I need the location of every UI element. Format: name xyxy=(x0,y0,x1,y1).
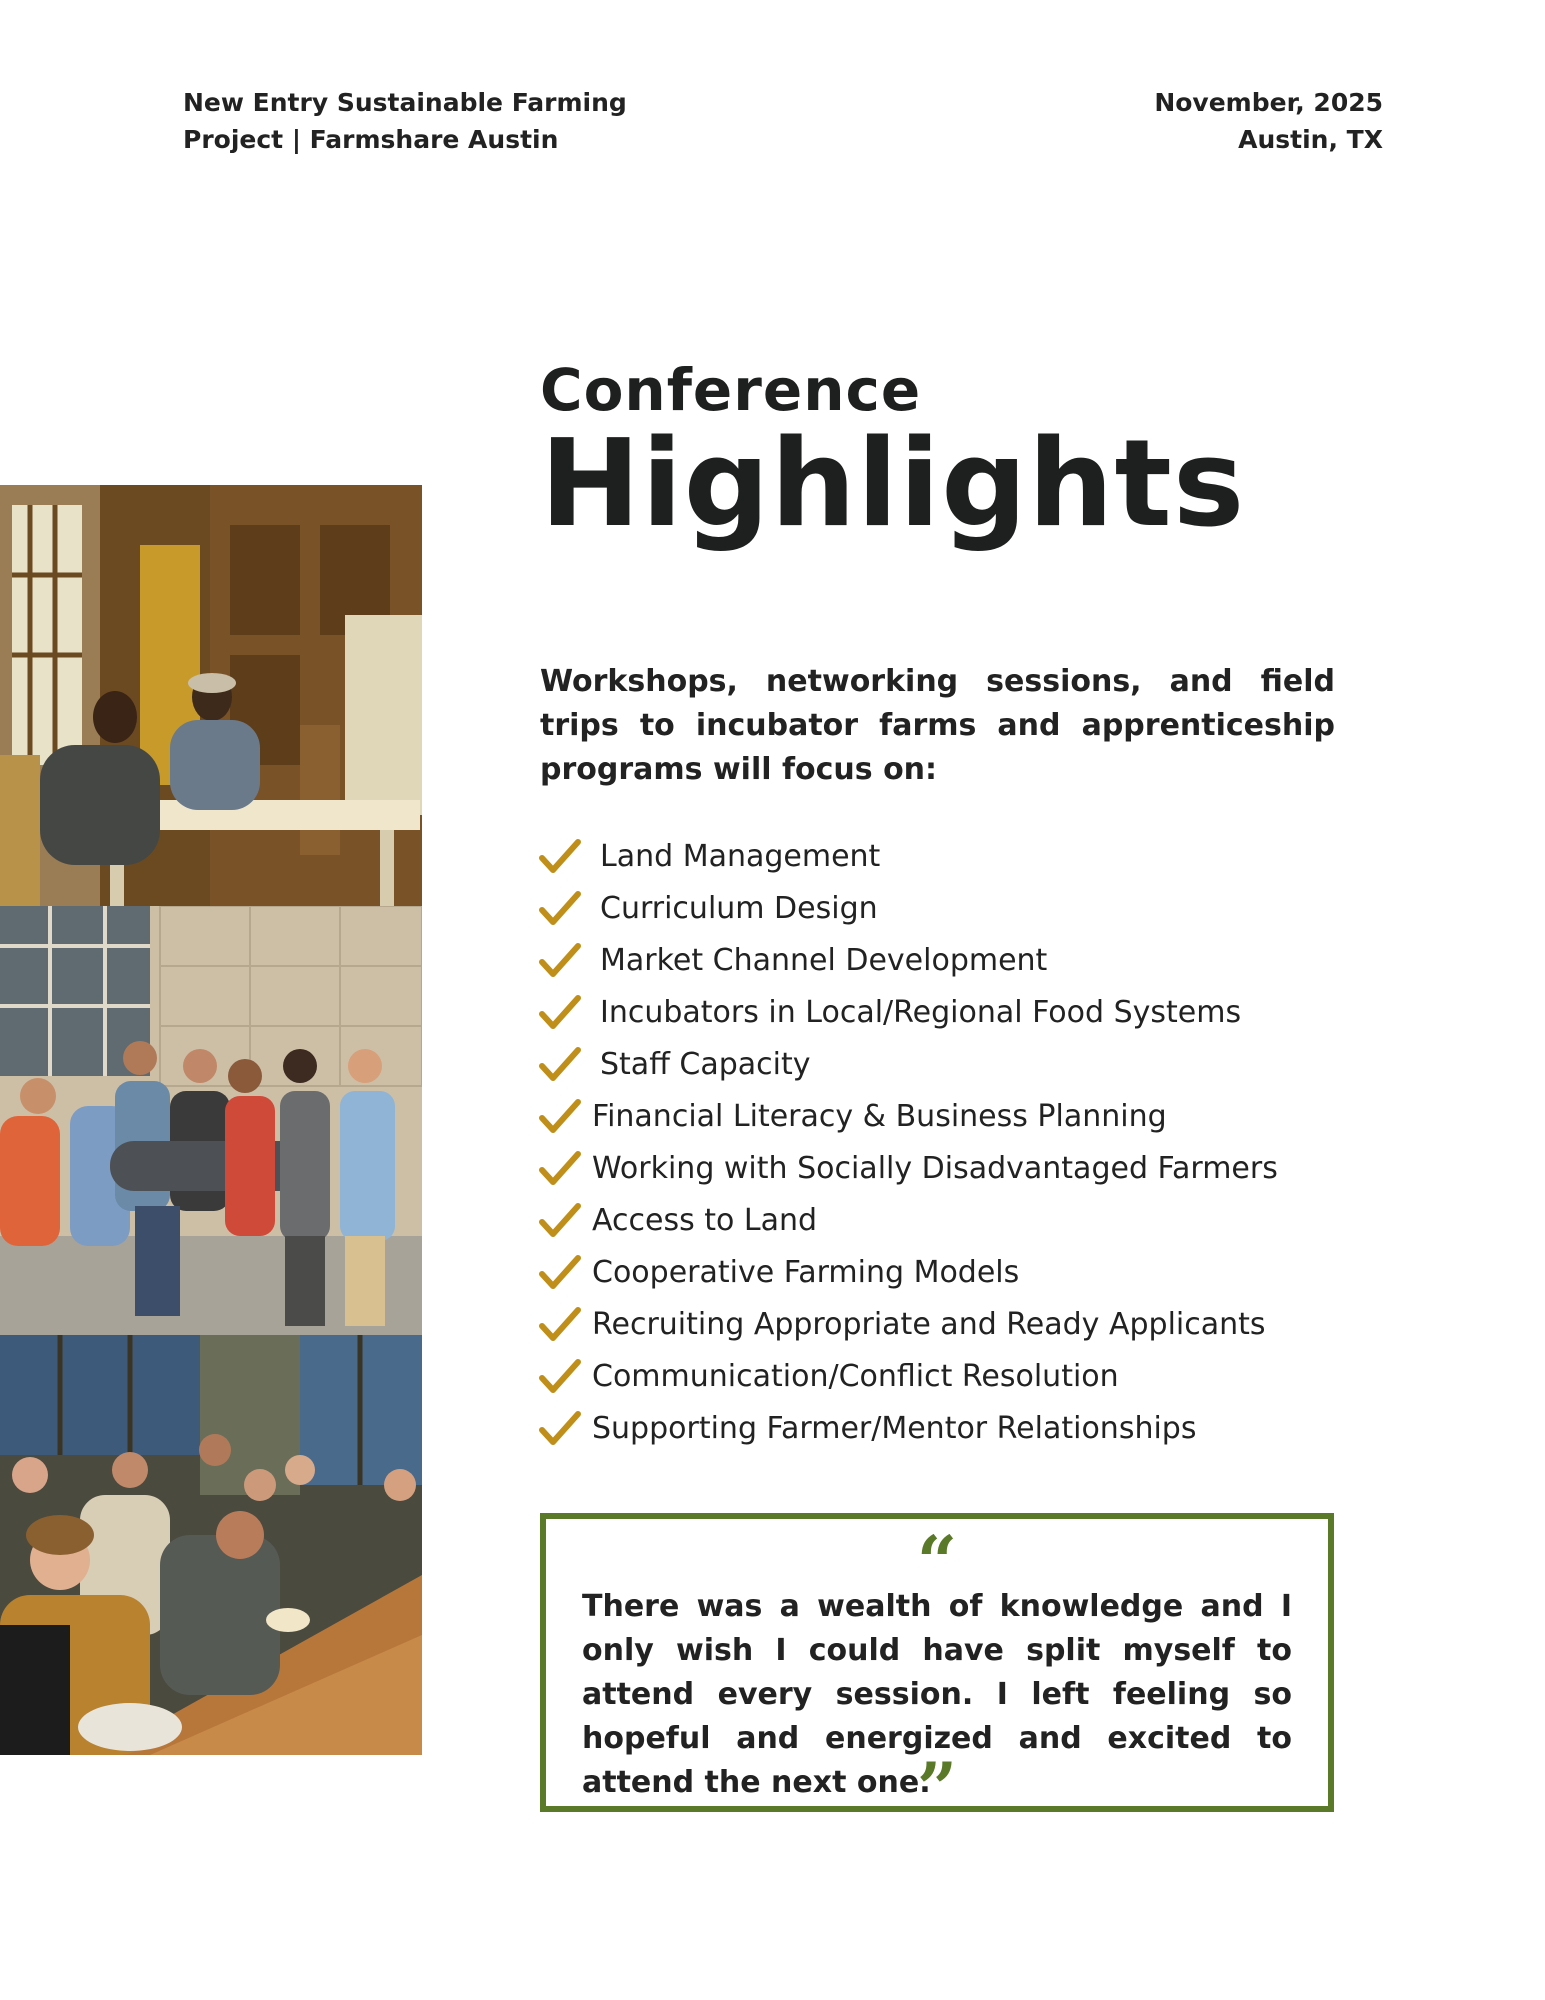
list-item xyxy=(538,1142,1278,1194)
photo-collage xyxy=(0,485,422,1755)
checkmark-icon xyxy=(538,1148,582,1188)
topic-label: Market Channel Development xyxy=(600,942,1048,978)
topic-label: Staff Capacity xyxy=(600,1046,811,1082)
group-photo-outdoors xyxy=(0,906,422,1335)
list-item xyxy=(538,1298,1278,1350)
organization-line-2: Project | Farmshare Austin xyxy=(183,125,559,154)
organization-line-1: New Entry Sustainable Farming xyxy=(183,88,627,117)
topic-label: Financial Literacy & Business Planning xyxy=(592,1098,1167,1134)
topic-label: Curriculum Design xyxy=(600,890,878,926)
testimonial-quote-box xyxy=(540,1513,1334,1830)
list-item xyxy=(538,1090,1278,1142)
dinner-photo xyxy=(0,1335,422,1755)
list-item xyxy=(538,986,1278,1038)
checkmark-icon xyxy=(538,836,582,876)
list-item xyxy=(538,1350,1278,1402)
topic-label: Cooperative Farming Models xyxy=(592,1254,1020,1290)
checkmark-icon xyxy=(538,1044,582,1084)
list-item xyxy=(538,1038,1278,1090)
topic-label: Access to Land xyxy=(592,1202,818,1238)
location-text: Austin, TX xyxy=(1238,125,1383,154)
topic-label: Incubators in Local/Regional Food Systems xyxy=(600,994,1242,1030)
list-item xyxy=(538,934,1278,986)
checkmark-icon xyxy=(538,888,582,928)
checkmark-icon xyxy=(538,1252,582,1292)
checkmark-icon xyxy=(538,1096,582,1136)
checkmark-icon xyxy=(538,1200,582,1240)
intro-paragraph: Workshops, networking sessions, and field trips to incubator farms and apprenticeship programs will focus on: xyxy=(540,664,1335,787)
list-item xyxy=(538,1194,1278,1246)
topic-label: Working with Socially Disadvantaged Farmers xyxy=(592,1150,1278,1186)
organization-name xyxy=(183,84,627,158)
topic-label: Communication/Conflict Resolution xyxy=(592,1358,1119,1394)
testimonial-text: There was a wealth of knowledge and I only wish I could have split myself to attend every session. I left feeling so hopeful and energized and excited to attend the next one. xyxy=(582,1589,1292,1800)
checkmark-icon xyxy=(538,1356,582,1396)
checkmark-icon xyxy=(538,992,582,1032)
topics-list xyxy=(538,830,1278,1454)
list-item xyxy=(538,1402,1278,1454)
close-quote-icon: ” xyxy=(916,1747,958,1830)
date-text: November, 2025 xyxy=(1154,88,1383,117)
topic-label: Recruiting Appropriate and Ready Applicants xyxy=(592,1306,1266,1342)
title-highlights: Highlights xyxy=(540,415,1246,554)
panel-discussion-photo xyxy=(0,485,422,906)
checkmark-icon xyxy=(538,940,582,980)
date-location xyxy=(1154,84,1383,158)
list-item xyxy=(538,882,1278,934)
title-conference: Conference xyxy=(540,356,922,424)
checkmark-icon xyxy=(538,1408,582,1448)
topic-label: Supporting Farmer/Mentor Relationships xyxy=(592,1410,1197,1446)
list-item xyxy=(538,1246,1278,1298)
open-quote-icon: “ xyxy=(916,1520,958,1603)
topic-label: Land Management xyxy=(600,838,881,874)
checkmark-icon xyxy=(538,1304,582,1344)
list-item xyxy=(538,830,1278,882)
